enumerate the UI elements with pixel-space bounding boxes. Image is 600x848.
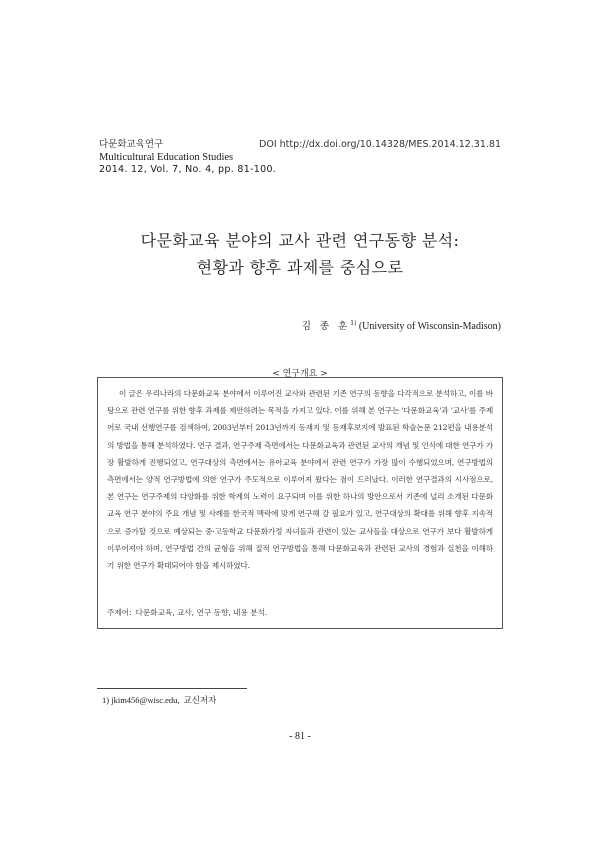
journal-name-korean: 다문화교육연구 — [99, 139, 164, 150]
author-affiliation: (University of Wisconsin-Madison) — [358, 321, 501, 332]
doi-link[interactable]: DOI http://dx.doi.org/10.14328/MES.2014.12.31.81 — [259, 139, 501, 150]
keywords-label: 주제어: — [107, 608, 132, 617]
abstract-box — [97, 377, 503, 629]
author-name-text: 김 종 훈 — [301, 321, 351, 332]
footnote-marker: 1) — [102, 695, 110, 705]
abstract-body: 이 글은 우리나라의 다문화교육 분야에서 이루어진 교사와 관련된 기존 연구의 동향을 다각적으로 분석하고, 이를 바탕으로 관련 연구를 위한 향후 과제를 제안하려는 목적을 가지고 있다. 이를 위해 본 연구는 '다문화교육'과 '교사'를 주제어로 국내 선행연구를 검색하여, 2003년부터 2013년까지 등재지 및 등재후보지에 발표된 학술논문 212편을 내용분석의 방법을 통해 분석하였다. 연구 결과, 연구주제 측면에서는 다문화교육과 관련된 교사의 개념 및 인식에 대한 연구가 가장 활발하게 진행되었고, 연구대상의 측면에서는 유아교육 분야에서 관련 연구가 가장 많이 수행되었으며, 연구방법의 측면에서는 양적 연구방법에 의한 연구가 주도적으로 이루어져 왔다는 점이 드러났다. 이러한 연구결과의 시사점으로, 본 연구는 연구주제의 다양화를 위한 학계의 노력이 요구되며 이를 위한 하나의 방안으로서 기존에 널리 소개된 다문화교육 연구 분야의 주요 개념 및 사례를 한국적 맥락에 맞게 연구해 갈 필요가 있고, 연구대상의 확대를 위해 향후 지속적으로 증가할 것으로 예상되는 중·고등학교 다문화가정 자녀들과 관련이 있는 교사들을 대상으로 연구가 보다 활발하게 이루어져야 하며, 연구방법 간의 균형을 위해 질적 연구방법을 통해 다문화교육과 관련된 교사의 경험과 실천을 이해하기 위한 연구가 확대되어야 함을 제시하였다. — [107, 389, 493, 571]
footnote — [102, 694, 216, 706]
page-number: - 81 - — [289, 731, 311, 742]
keywords-list: 다문화교육, 교사, 연구 동향, 내용 분석. — [135, 608, 268, 617]
abstract-heading: < 연구개요 > — [272, 369, 328, 379]
footnote-divider — [97, 688, 247, 689]
author-footnote-marker[interactable]: 1) — [350, 319, 357, 327]
journal-name-english: Multicultural Education Studies — [99, 152, 234, 163]
author-line — [302, 318, 501, 332]
journal-header-row — [99, 136, 501, 150]
issue-info: 2014. 12, Vol. 7, No. 4, pp. 81-100. — [99, 164, 277, 175]
title-line-2: 현황과 향후 과제를 중심으로 — [196, 258, 404, 277]
footnote-role: 교신저자 — [183, 696, 217, 706]
author-name — [302, 321, 357, 332]
footnote-email[interactable]: jkim456@wisc.edu, — [111, 695, 180, 705]
keywords — [107, 607, 267, 618]
title-line-1: 다문화교육 분야의 교사 관련 연구동향 분석: — [140, 231, 460, 250]
journal-header — [99, 136, 501, 175]
paper-title — [60, 227, 540, 281]
